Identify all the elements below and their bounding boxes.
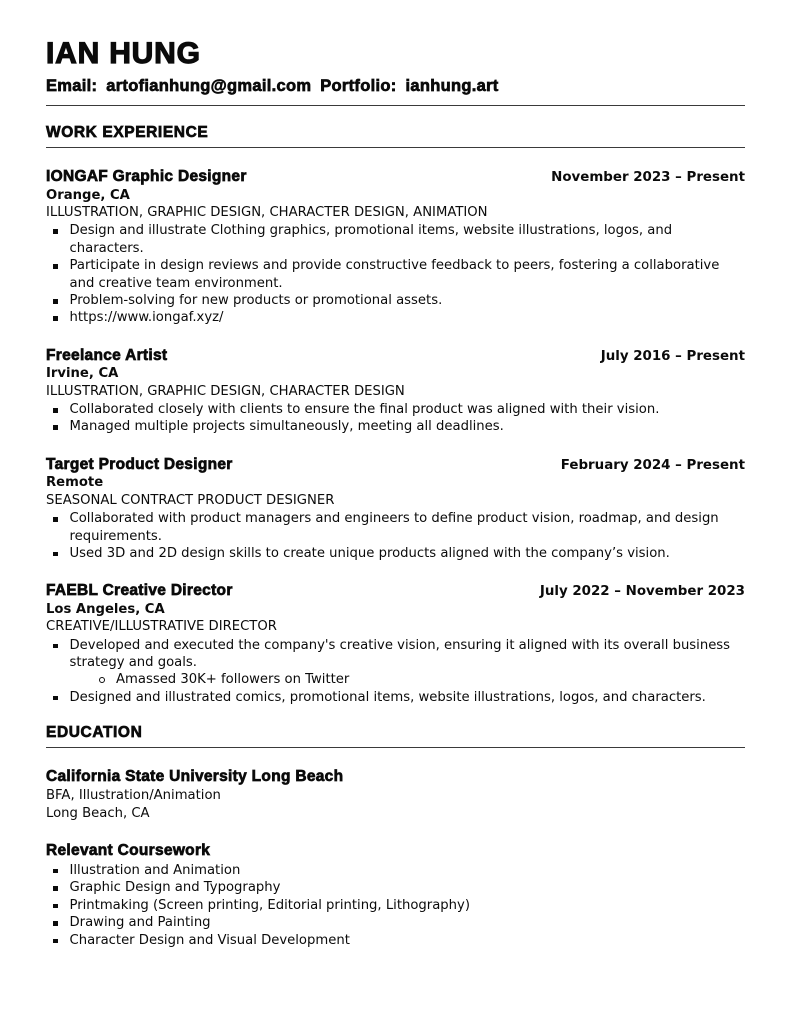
sub-bullet-text: Amassed 30K+ followers on Twitter — [116, 672, 350, 688]
contact-line — [46, 77, 745, 106]
job-header — [46, 167, 745, 186]
job-entry-target — [46, 455, 745, 562]
job-entry-freelance — [46, 346, 745, 436]
square-bullet-icon — [53, 921, 58, 926]
job-subtitle: SEASONAL CONTRACT PRODUCT DESIGNER — [46, 492, 335, 508]
bullet-item — [46, 222, 745, 257]
section-title-work-experience: WORK EXPERIENCE — [46, 124, 745, 148]
resume-header — [46, 38, 745, 106]
name-heading: IAN HUNG — [46, 37, 201, 70]
bullet-text: Collaborated with product managers and engineers to define product vision, roadmap, and design requirements. — [69, 511, 719, 544]
bullet-item — [46, 689, 745, 706]
job-bullet-list — [46, 510, 745, 562]
coursework-item — [46, 897, 745, 914]
coursework-section — [46, 841, 745, 949]
coursework-text: Illustration and Animation — [69, 862, 241, 878]
section-title-education: EDUCATION — [46, 724, 745, 748]
job-entry-faebl — [46, 581, 745, 706]
square-bullet-icon — [53, 408, 58, 413]
coursework-heading: Relevant Coursework — [46, 841, 211, 859]
bullet-item — [46, 292, 745, 309]
school-name: California State University Long Beach — [46, 768, 344, 786]
website-link[interactable]: https://www.iongaf.xyz/ — [69, 310, 224, 326]
bullet-text: Collaborated closely with clients to ensure the final product was aligned with their vision. — [69, 402, 660, 418]
square-bullet-icon — [53, 904, 58, 909]
square-bullet-icon — [53, 517, 58, 522]
bullet-text: Used 3D and 2D design skills to create unique products aligned with the company’s vision. — [69, 545, 670, 561]
job-entry-iongaf — [46, 167, 745, 327]
job-subtitle: ILLUSTRATION, GRAPHIC DESIGN, CHARACTER DESIGN, ANIMATION — [46, 205, 488, 220]
job-header — [46, 455, 745, 474]
portfolio-label: Portfolio: — [320, 77, 397, 96]
square-bullet-icon — [53, 425, 58, 430]
job-header — [46, 581, 745, 600]
job-bullet-list — [46, 401, 745, 436]
job-title: FAEBL Creative Director — [46, 582, 233, 600]
bullet-item — [46, 418, 745, 435]
education-entry — [46, 767, 745, 822]
bullet-item — [46, 510, 745, 545]
square-bullet-icon — [53, 264, 58, 269]
email-address[interactable]: artofianhung@gmail.com — [106, 77, 312, 96]
school-location: Long Beach, CA — [46, 805, 150, 821]
square-bullet-icon — [53, 299, 58, 304]
job-location: Los Angeles, CA — [46, 601, 165, 617]
coursework-item — [46, 879, 745, 896]
job-header — [46, 346, 745, 365]
square-bullet-icon — [53, 939, 58, 944]
job-location: Orange, CA — [46, 187, 130, 203]
job-location: Remote — [46, 475, 104, 491]
job-title: Freelance Artist — [46, 346, 168, 364]
bullet-item — [46, 545, 745, 562]
square-bullet-icon — [53, 886, 58, 891]
bullet-item-website-link — [46, 309, 745, 326]
job-subtitle: CREATIVE/ILLUSTRATIVE DIRECTOR — [46, 619, 277, 635]
coursework-text: Printmaking (Screen printing, Editorial printing, Lithography) — [69, 897, 470, 913]
square-bullet-icon — [53, 696, 58, 701]
bullet-text: Problem-solving for new products or promotional assets. — [69, 293, 443, 309]
square-bullet-icon — [53, 229, 58, 234]
coursework-text: Graphic Design and Typography — [69, 880, 281, 896]
square-bullet-icon — [53, 552, 58, 557]
square-bullet-icon — [53, 644, 58, 649]
email-label: Email: — [46, 77, 98, 96]
square-bullet-icon — [53, 316, 58, 321]
job-bullet-list — [46, 637, 745, 707]
bullet-item — [46, 257, 745, 292]
coursework-text: Drawing and Painting — [69, 915, 211, 931]
bullet-item — [46, 637, 745, 672]
coursework-text: Character Design and Visual Development — [69, 932, 350, 948]
bullet-item — [46, 401, 745, 418]
job-dates: November 2023 – Present — [551, 170, 745, 186]
job-title: IONGAF Graphic Designer — [46, 168, 247, 186]
coursework-item — [46, 862, 745, 879]
job-subtitle: ILLUSTRATION, GRAPHIC DESIGN, CHARACTER DESIGN — [46, 383, 405, 399]
job-title: Target Product Designer — [46, 455, 233, 473]
coursework-list — [46, 862, 745, 949]
portfolio-address[interactable]: ianhung.art — [405, 77, 499, 96]
bullet-text: Designed and illustrated comics, promotional items, website illustrations, logos, and characters. — [69, 689, 706, 705]
job-dates: February 2024 – Present — [560, 457, 745, 473]
bullet-text: Managed multiple projects simultaneously, meeting all deadlines. — [69, 419, 504, 435]
job-location: Irvine, CA — [46, 366, 119, 382]
circle-bullet-icon — [99, 677, 105, 683]
square-bullet-icon — [53, 869, 58, 874]
job-dates: July 2016 – Present — [600, 348, 745, 364]
sub-bullet-item — [46, 671, 745, 688]
job-bullet-list — [46, 222, 745, 326]
job-dates: July 2022 – November 2023 — [539, 584, 745, 600]
bullet-text: Design and illustrate Clothing graphics, promotional items, website illustrations, logos, and characters. — [69, 223, 673, 256]
coursework-item — [46, 932, 745, 949]
coursework-item — [46, 914, 745, 931]
bullet-text: Developed and executed the company's creative vision, ensuring it aligned with its overall business strategy and goals. — [69, 637, 731, 670]
degree: BFA, Illustration/Animation — [46, 788, 221, 804]
bullet-text: Participate in design reviews and provide constructive feedback to peers, fostering a collaborative and creative team environment. — [69, 258, 720, 291]
